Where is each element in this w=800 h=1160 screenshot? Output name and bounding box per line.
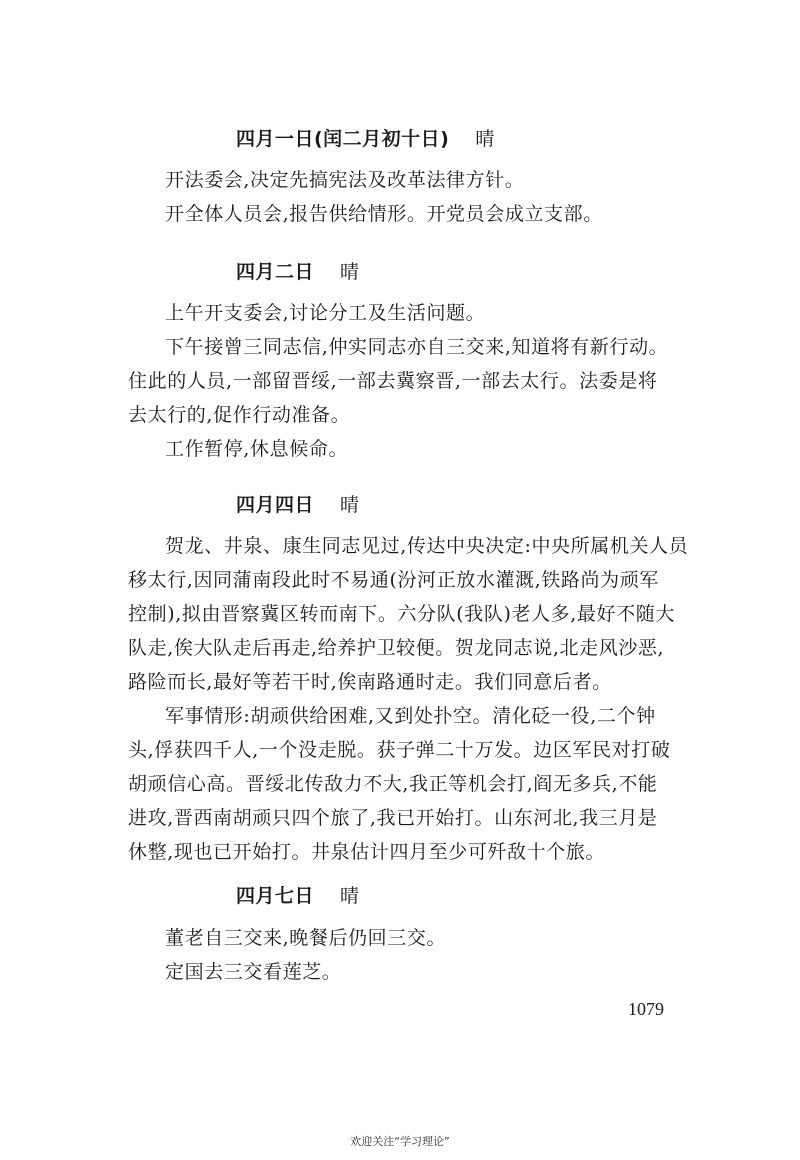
paragraph-line: 下午接曾三同志信,仲实同志亦自三交来,知道将有新行动。 <box>165 336 669 358</box>
paragraph-line: 头,俘获四千人,一个没走脱。获子弹二十万发。边区军民对打破 <box>128 739 671 761</box>
entry-weather: 晴 <box>340 494 360 516</box>
paragraph-line: 上午开支委会,讨论分工及生活问题。 <box>165 302 486 324</box>
entry-weather: 晴 <box>340 885 360 907</box>
paragraph-line: 开全体人员会,报告供给情形。开党员会成立支部。 <box>165 203 603 225</box>
footer-note: 欢迎关注“学习理论” <box>350 1135 450 1148</box>
paragraph-line: 胡顽信心高。晋绥北传敌力不大,我正等机会打,阎无多兵,不能 <box>128 773 658 795</box>
entry-date: 四月一日(闰二月初十日) <box>236 128 450 150</box>
entry-date: 四月四日 <box>236 494 315 516</box>
paragraph-line: 休整,现也已开始打。井泉估计四月至少可歼敌十个旅。 <box>128 841 606 863</box>
paragraph-line: 队走,俟大队走后再走,给养护卫较便。贺龙同志说,北走风沙恶, <box>128 637 665 659</box>
entry-heading <box>236 881 360 908</box>
paragraph-line: 工作暂停,休息候命。 <box>165 438 349 460</box>
page-number: 1079 <box>628 999 664 1019</box>
paragraph-line: 进攻,晋西南胡顽只四个旅了,我已开始打。山东河北,我三月是 <box>128 807 658 829</box>
paragraph-line: 控制),拟由晋察冀区转而南下。六分队(我队)老人多,最好不随大 <box>128 603 675 625</box>
entry-date: 四月二日 <box>236 261 315 283</box>
paragraph-line: 移太行,因同蒲南段此时不易通(汾河正放水灌溉,铁路尚为顽军 <box>128 569 659 591</box>
paragraph-line: 开法委会,决定先搞宪法及改革法律方针。 <box>165 169 525 191</box>
paragraph-line: 定国去三交看莲芝。 <box>165 961 342 983</box>
paragraph-line: 路险而长,最好等若干时,俟南路通时走。我们同意后者。 <box>128 671 612 693</box>
entry-weather: 晴 <box>340 261 360 283</box>
paragraph-line: 住此的人员,一部留晋绥,一部去冀察晋,一部去太行。法委是将 <box>128 370 658 392</box>
entry-weather: 晴 <box>475 128 495 150</box>
paragraph-line: 军事情形:胡顽供给困难,又到处扑空。清化砭一役,二个钟 <box>165 705 656 727</box>
entry-heading <box>236 124 495 151</box>
entry-heading <box>236 490 360 517</box>
paragraph-line: 贺龙、井泉、康生同志见过,传达中央决定:中央所属机关人员 <box>165 535 689 557</box>
paragraph-line: 去太行的,促作行动准备。 <box>128 404 351 426</box>
entry-heading <box>236 257 360 284</box>
paragraph-line: 董老自三交来,晚餐后仍回三交。 <box>165 927 447 949</box>
entry-date: 四月七日 <box>236 885 315 907</box>
